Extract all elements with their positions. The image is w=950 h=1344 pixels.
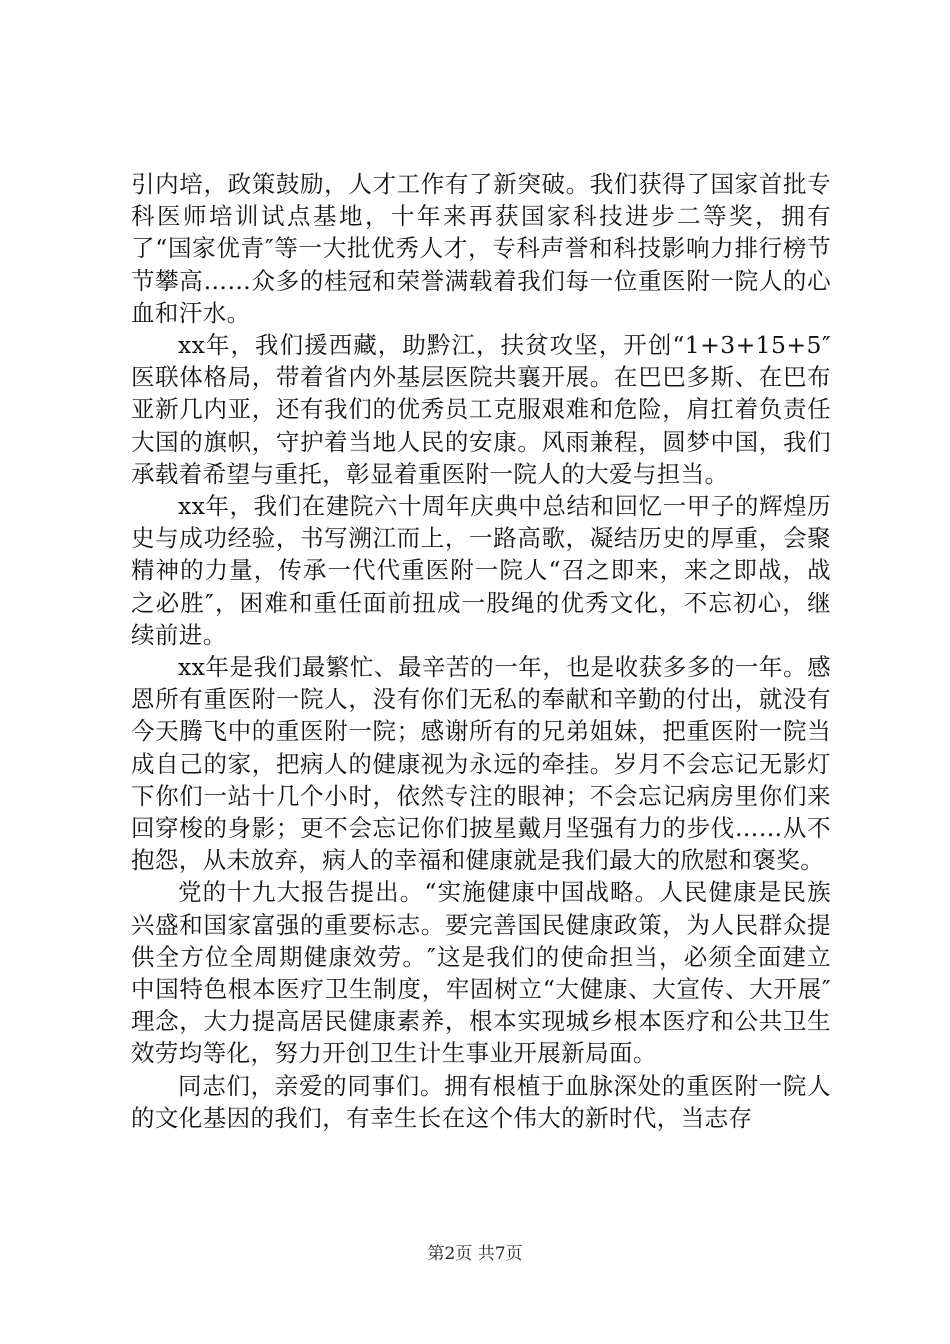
paragraph-3: xx年，我们在建院六十周年庆典中总结和回忆一甲子的辉煌历史与成功经验，书写溯江而上，一路高歌，凝结历史的厚重，会聚精神的力量，传承一代代重医附一院人“召之即来，来之即战，战之必胜″，困难和重任面前扭成一股绳的优秀文化，不忘初心，继续前进。 [131,492,831,649]
paragraph-1: 引内培，政策鼓励，人才工作有了新突破。我们获得了国家首批专科医师培训试点基地，十年来再获国家科技进步二等奖，拥有了“国家优青″等一大批优秀人才，专科声誉和科技影响力排行榜节节攀高……众多的桂冠和荣誉满载着我们每一位重医附一院人的心血和汗水。 [131,170,831,327]
page-footer: 第2页 共7页 [427,1244,523,1264]
document-body [131,168,831,1134]
paragraph-2: xx年，我们援西藏，助黔江，扶贫攻坚，开创“1+3+15+5″医联体格局，带着省内外基层医院共襄开展。在巴巴多斯、在巴布亚新几内亚，还有我们的优秀员工克服艰难和危险，肩扛着负责任大国的旗帜，守护着当地人民的安康。风雨兼程，圆梦中国，我们承载着希望与重托，彰显着重医附一院人的大爱与担当。 [131,331,831,488]
paragraph-5: 党的十九大报告提出。“实施健康中国战略。人民健康是民族兴盛和国家富强的重要标志。要完善国民健康政策，为人民群众提供全方位全周期健康效劳。″这是我们的使命担当，必须全面建立中国特色根本医疗卫生制度，牢固树立“大健康、大宣传、大开展″理念，大力提高居民健康素养，根本实现城乡根本医疗和公共卫生效劳均等化，努力开创卫生计生事业开展新局面。 [131,878,831,1068]
paragraph-4: xx年是我们最繁忙、最辛苦的一年，也是收获多多的一年。感恩所有重医附一院人，没有你们无私的奉献和辛勤的付出，就没有今天腾飞中的重医附一院；感谢所有的兄弟姐妹，把重医附一院当成自己的家，把病人的健康视为永远的牵挂。岁月不会忘记无影灯下你们一站十几个小时，依然专注的眼神；不会忘记病房里你们来回穿梭的身影；更不会忘记你们披星戴月坚强有力的步伐……从不抱怨，从未放弃，病人的幸福和健康就是我们最大的欣慰和褒奖。 [131,653,831,875]
paragraph-6: 同志们，亲爱的同事们。拥有根植于血脉深处的重医附一院人的文化基因的我们，有幸生长在这个伟大的新时代，当志存 [131,1071,831,1132]
